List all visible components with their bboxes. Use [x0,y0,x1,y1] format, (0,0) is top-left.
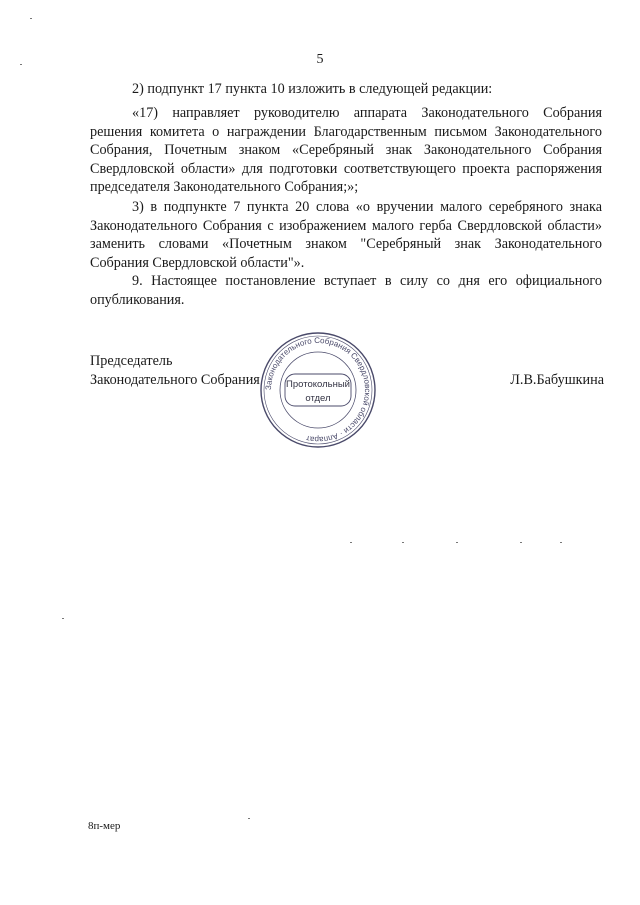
page-number: 5 [316,52,324,67]
scan-speck [560,542,562,543]
scan-speck [20,64,22,65]
signer-title-line2: Законодательного Собрания [90,372,260,388]
scan-speck [402,542,404,543]
scan-speck [248,818,250,819]
signer-title [90,352,260,390]
footer-document-code: 8п-мер [88,820,121,832]
official-stamp [258,330,378,450]
stamp-center-line1: Протокольный [286,379,350,390]
stamp-center-line2: отдел [305,393,331,404]
paragraph-subpoint-2: 2) подпункт 17 пункта 10 изложить в следующей редакции: [132,81,493,97]
scan-speck [62,618,64,619]
scan-speck [520,542,522,543]
scan-speck [350,542,352,543]
signer-title-line1: Председатель [90,353,173,369]
paragraph-item-9: 9. Настоящее постановление вступает в силу со дня его официального опубликования. [90,273,602,308]
stamp-ring-text: Законодательного Собрания Свердловской области · Аппарат [263,335,373,445]
signer-name: Л.В.Бабушкина [510,372,604,388]
paragraph-quoted-item-17: «17) направляет руководителю аппарата Законодательного Собрания решения комитета о награждении Благодарственным письмом Законодательного Собрания, Почетным знаком «Серебряный знак Законодательного Собрания Свердловской области» для подготовки соответствующего проекта распоряжения председателя Законодательного Собрания;»; [90,105,602,195]
scan-speck [456,542,458,543]
scan-speck [30,18,32,19]
paragraph-subpoint-3: 3) в подпункте 7 пункта 20 слова «о вручении малого серебряного знака Законодательного Собрания с изображением малого герба Свердловской области» заменить словами «Почетным знаком "Серебряный знак Законодательного Собрания Свердловской области"». [90,199,602,271]
